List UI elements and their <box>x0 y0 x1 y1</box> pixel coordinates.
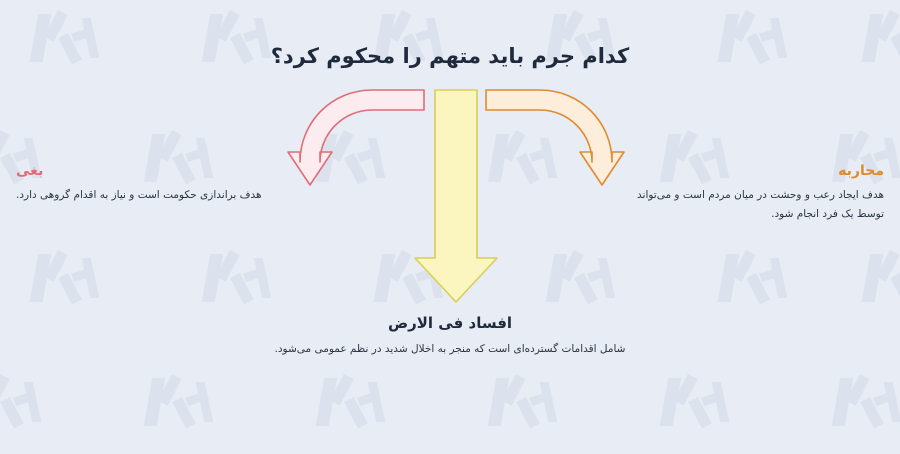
node-heading-efsad: افساد فی الارض <box>387 314 513 332</box>
arrow-efsad <box>415 90 497 302</box>
node-label-baghi <box>16 162 288 205</box>
page-title: کدام جرم باید متهم را محکوم کرد؟ <box>270 44 630 68</box>
node-label-moharebe <box>612 162 884 223</box>
node-label-efsad <box>0 314 900 358</box>
node-heading-moharebe: محاربه <box>838 163 884 179</box>
node-heading-baghi: بغی <box>16 163 44 179</box>
arrow-moharebe <box>486 90 624 185</box>
node-description-baghi: هدف براندازی حکومت است و نیاز به اقدام گروهی دارد. <box>16 189 262 202</box>
node-description-efsad: شامل اقدامات گسترده‌ای است که منجر به اخلال شدید در نظم عمومی می‌شود. <box>274 342 626 355</box>
arrow-baghi <box>288 90 424 185</box>
node-description-moharebe: هدف ایجاد رعب و وحشت در میان مردم است و می‌تواند توسط یک فرد انجام شود. <box>637 189 884 220</box>
